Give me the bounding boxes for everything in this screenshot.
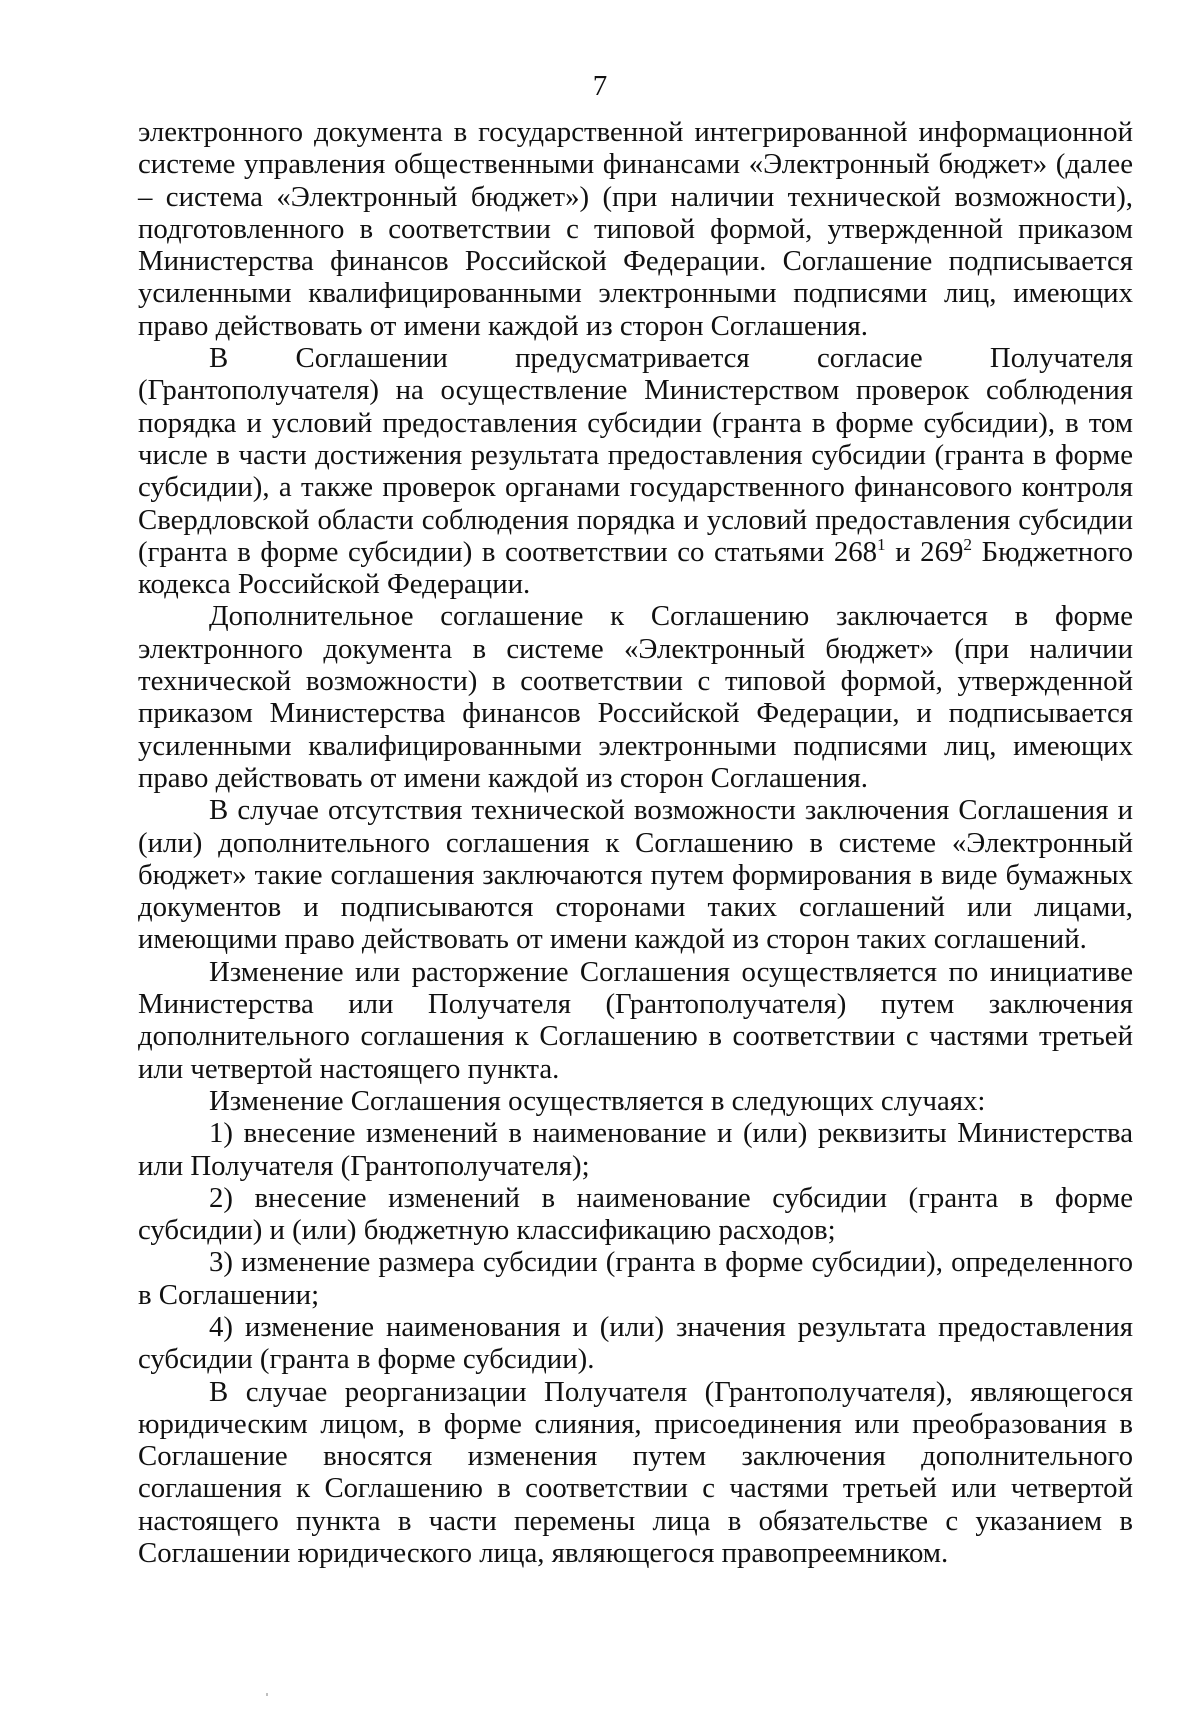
paragraph-consent-tail: Бюджетного кодекса Российской Федерации. [138, 535, 1133, 601]
paragraph-consent-to-audits [138, 342, 1133, 600]
paragraph-amendment-termination: Изменение или расторжение Соглашения осуществляется по инициативе Министерства или Получателя (Грантополучателя) путем заключения дополнительного соглашения к Соглашению в соответствии с частями третьей или четвертой настоящего пункта. [138, 955, 1133, 1085]
paragraph-paper-documents: В случае отсутствия технической возможности заключения Соглашения и (или) дополнительного соглашения к Соглашению в системе «Электронный бюджет» такие соглашения заключаются путем формирования в виде бумажных документов и подписываются сторонами таких соглашений или лицами, имеющими право действовать от имени каждой из сторон таких соглашений. [138, 794, 1133, 956]
paragraph-continuation: электронного документа в государственной интегрированной информационной системе управления общественными финансами «Электронный бюджет» (далее – система «Электронный бюджет») (при наличии технической возможности), подготовленного в соответствии с типовой формой, утвержденной приказом Министерства финансов Российской Федерации. Соглашение подписывается усиленными квалифицированными электронными подписями лиц, имеющих право действовать от имени каждой из сторон Соглашения. [138, 116, 1133, 342]
page-number: 7 [592, 70, 608, 102]
list-item-2: 2) внесение изменений в наименование субсидии (гранта в форме субсидии) и (или) бюджетную классификацию расходов; [138, 1181, 1133, 1247]
superscript-article-269: 2 [963, 534, 973, 554]
paragraph-additional-agreement: Дополнительное соглашение к Соглашению заключается в форме электронного документа в системе «Электронный бюджет» (при наличии технической возможности) в соответствии с типовой формой, утвержденной приказом Министерства финансов Российской Федерации, и подписывается усиленными квалифицированными электронными подписями лиц, имеющих право действовать от имени каждой из сторон Соглашения. [138, 600, 1133, 794]
list-item-4: 4) изменение наименования и (или) значения результата предоставления субсидии (гранта в форме субсидии). [138, 1310, 1133, 1376]
superscript-article-268: 1 [877, 534, 886, 554]
paragraph-consent-articles: и 269 [885, 535, 964, 568]
list-item-3: 3) изменение размера субсидии (гранта в форме субсидии), определенного в Соглашении; [138, 1246, 1133, 1311]
paragraph-reorganization: В случае реорганизации Получателя (Грантополучателя), являющегося юридическим лицом, в форме слияния, присоединения или преобразования в Соглашение вносятся изменения путем заключения дополнительного соглашения к Соглашению в соответствии с частями третьей или четвертой настоящего пункта в части перемены лица в обязательстве с указанием в Соглашении юридического лица, являющегося правопреемником. [138, 1375, 1133, 1570]
paragraph-consent-text: В Соглашении предусматривается согласие Получателя (Грантополучателя) на осуществление Министерством проверок соблюдения порядка и условий предоставления субсидии (гранта в форме субсидии), в том числе в части достижения результата предоставления субсидии (гранта в форме субсидии), а также проверок органами государственного финансового контроля Свердловской области соблюдения порядка и условий предоставления субсидии (гранта в форме субсидии) в соответствии со статьями 268 [138, 342, 1133, 568]
paragraph-amendment-cases-intro: Изменение Соглашения осуществляется в следующих случаях: [209, 1084, 986, 1117]
list-item-1: 1) внесение изменений в наименование и (или) реквизиты Министерства или Получателя (Грантополучателя); [138, 1117, 1133, 1182]
document-body [138, 116, 1133, 1569]
scan-artifact [266, 1693, 268, 1696]
